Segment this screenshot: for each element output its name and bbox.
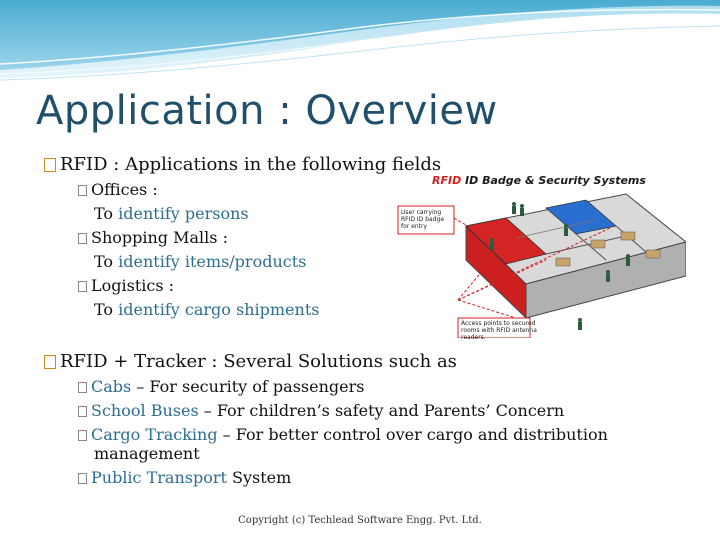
sub-bullet-icon	[78, 406, 87, 417]
section2-item-school-buses	[78, 401, 564, 420]
section1-heading-row	[44, 154, 441, 175]
item-label: Offices :	[91, 180, 158, 199]
item-highlight: identify persons	[118, 204, 249, 223]
item-highlight: Public Transport	[91, 468, 227, 487]
section2-heading: RFID + Tracker : Several Solutions such as	[60, 351, 457, 372]
section1-item-malls-desc	[94, 252, 306, 271]
sub-bullet-icon	[78, 233, 87, 244]
item-highlight: School Buses	[91, 401, 199, 420]
note-line: RFID ID badge	[401, 216, 445, 223]
bullet-icon	[44, 355, 56, 369]
section2-item-cabs	[78, 377, 364, 396]
item-highlight: identify cargo shipments	[118, 300, 320, 319]
section1-heading: RFID : Applications in the following fields	[60, 154, 442, 175]
section2-heading-row	[44, 351, 457, 372]
item-label: Logistics :	[91, 276, 175, 295]
figure-note-access-points	[461, 320, 537, 341]
section1-item-offices	[78, 180, 158, 199]
copyright-footer: Copyright (c) Techlead Software Engg. Pvt. Ltd.	[238, 515, 482, 526]
sub-bullet-icon	[78, 281, 87, 292]
item-highlight: Cargo Tracking	[91, 425, 218, 444]
figure-title-rest: ID Badge & Security Systems	[461, 174, 646, 187]
sub-bullet-icon	[78, 382, 87, 393]
note-line: User carrying	[401, 209, 442, 216]
sub-bullet-icon	[78, 185, 87, 196]
note-line: rooms with RFID antenna	[461, 327, 537, 334]
item-text: management	[94, 444, 200, 463]
item-text: – For children’s safety and Parents’ Concern	[198, 401, 565, 420]
item-prefix: To	[94, 204, 119, 223]
item-prefix: To	[94, 300, 119, 319]
rfid-office-illustration	[396, 168, 686, 338]
item-text: System	[226, 468, 292, 487]
note-line: for entry	[401, 223, 428, 230]
note-line: Access points to secured	[461, 320, 536, 327]
item-label: Shopping Malls :	[91, 228, 228, 247]
item-highlight: identify items/products	[118, 252, 307, 271]
header-wave-decoration	[0, 0, 720, 90]
item-prefix: To	[94, 252, 119, 271]
item-text: – For security of passengers	[131, 377, 365, 396]
note-line: readers.	[461, 334, 486, 341]
section2-item-public-transport	[78, 468, 291, 487]
section1-item-logistics	[78, 276, 174, 295]
section1-item-offices-desc	[94, 204, 249, 223]
sub-bullet-icon	[78, 430, 87, 441]
figure-note-entry	[401, 209, 444, 230]
bullet-icon	[44, 158, 56, 172]
section1-item-malls	[78, 228, 228, 247]
section2-item-cargo-tracking-cont	[94, 444, 200, 463]
sub-bullet-icon	[78, 473, 87, 484]
item-text: – For better control over cargo and distribution	[217, 425, 608, 444]
figure-title	[432, 174, 646, 187]
figure-title-rfid: RFID	[432, 174, 462, 187]
item-highlight: Cabs	[91, 377, 132, 396]
section1-item-logistics-desc	[94, 300, 319, 319]
section2-item-cargo-tracking	[78, 425, 608, 444]
slide-title: Application : Overview	[36, 88, 498, 134]
